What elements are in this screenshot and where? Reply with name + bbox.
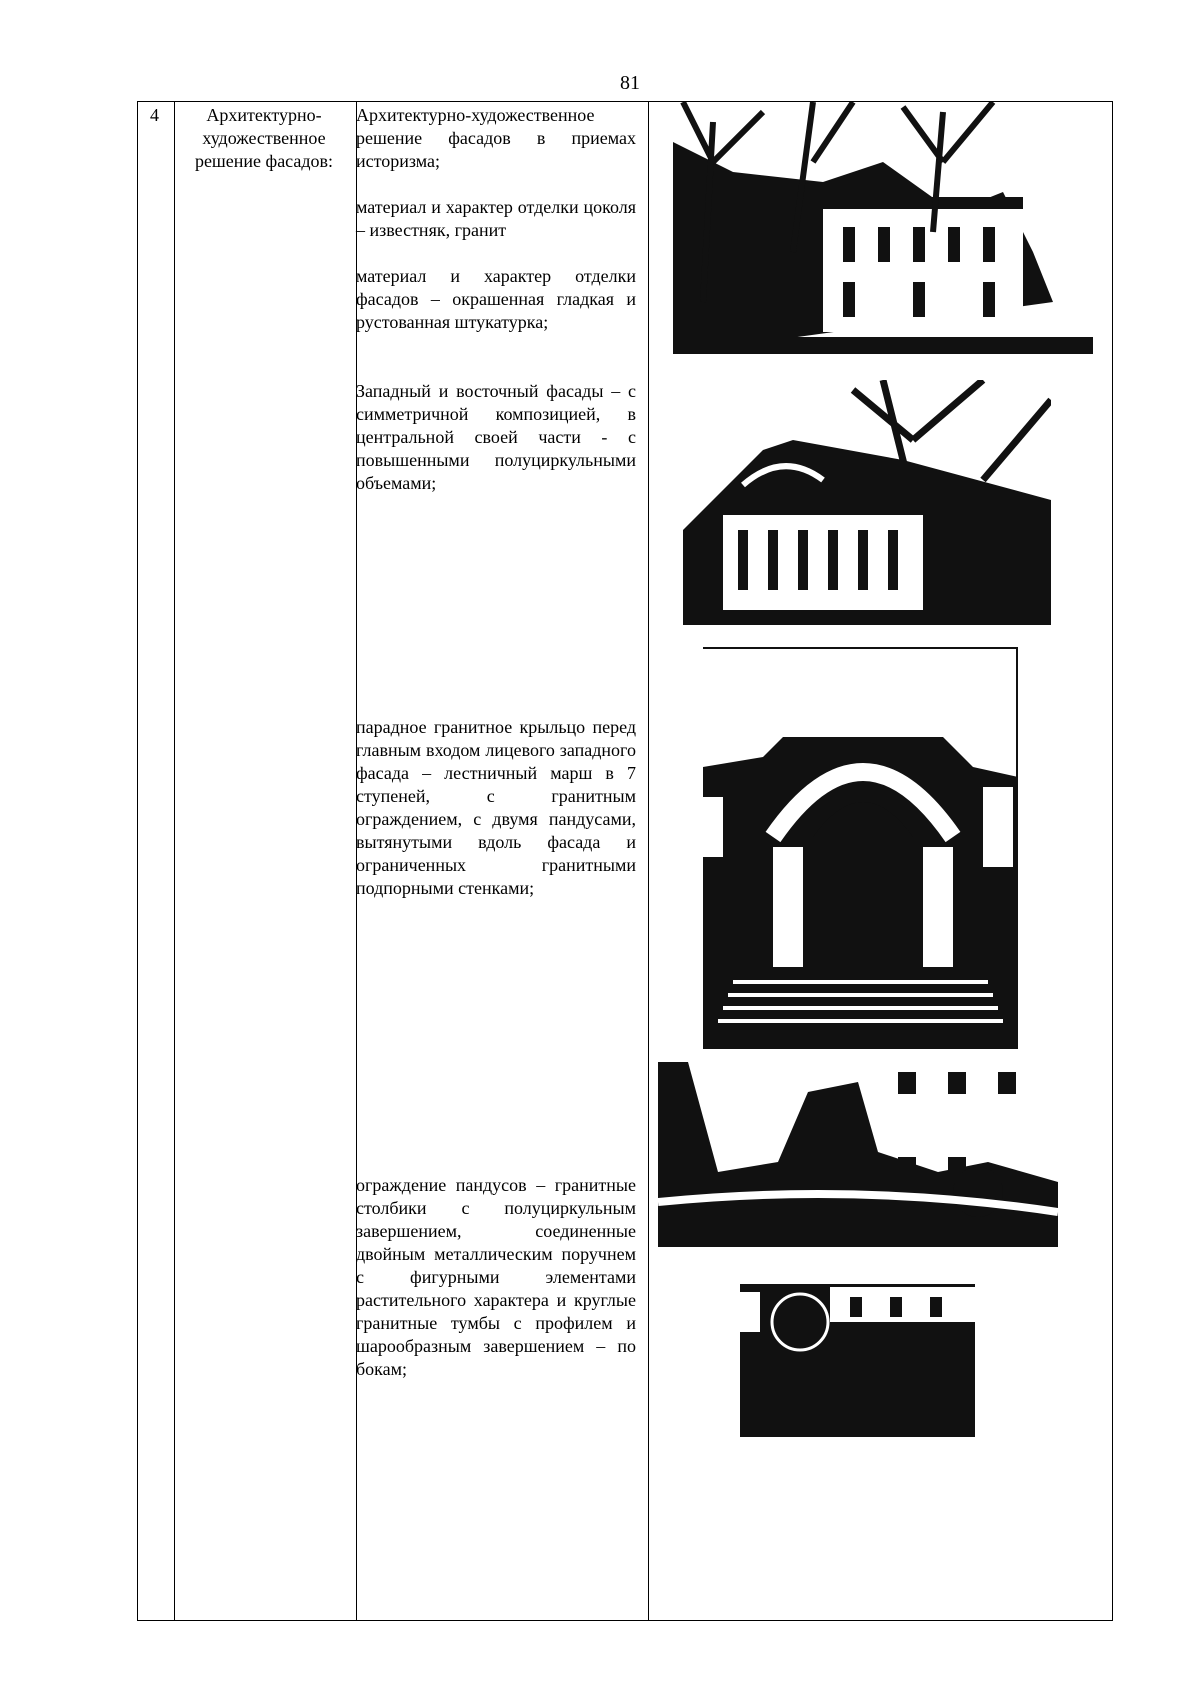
column-divider	[648, 102, 649, 1620]
description-ramp-railing: ограждение пандусов – гранитные столбики с полуциркульным завершением, соединенные двойным металлическим поручнем с фигурными элементами растительного характера и круглые гранитные тумбы с профилем и шарообразным завершением – по бокам;	[356, 1175, 636, 1379]
description-west-east-facades: Западный и восточный фасады – с симметричной композицией, в центральной своей части - с повышенными полуциркульными объемами;	[356, 381, 636, 493]
photo-ramp-railing	[658, 1062, 1058, 1247]
column-divider	[174, 102, 175, 1620]
photo-granite-post	[740, 1272, 975, 1447]
photo-main-entrance-porch	[703, 647, 1018, 1049]
photo-facade-with-trees	[673, 102, 1093, 354]
table-frame	[137, 101, 1113, 1621]
description-historicism: Архитектурно-художественное решение фасадов в приемах историзма;	[356, 105, 636, 171]
description-main-porch: парадное гранитное крыльцо перед главным входом лицевого западного фасада – лестничный марш в 7 ступеней, с гранитным ограждением, с двумя пандусами, вытянутыми вдоль фасада и ограниченных гранитными подпорными стенками;	[356, 717, 636, 898]
description-facade-finish: материал и характер отделки фасадов – окрашенная гладкая и рустованная штукатурка;	[356, 266, 636, 332]
feature-name: Архитектурно-художественное решение фасадов:	[194, 105, 334, 171]
photo-facade-symmetric	[683, 380, 1051, 645]
description-plinth: материал и характер отделки цоколя – известняк, гранит	[356, 197, 636, 240]
page-number: 81	[620, 72, 640, 94]
row-number: 4	[150, 105, 159, 125]
